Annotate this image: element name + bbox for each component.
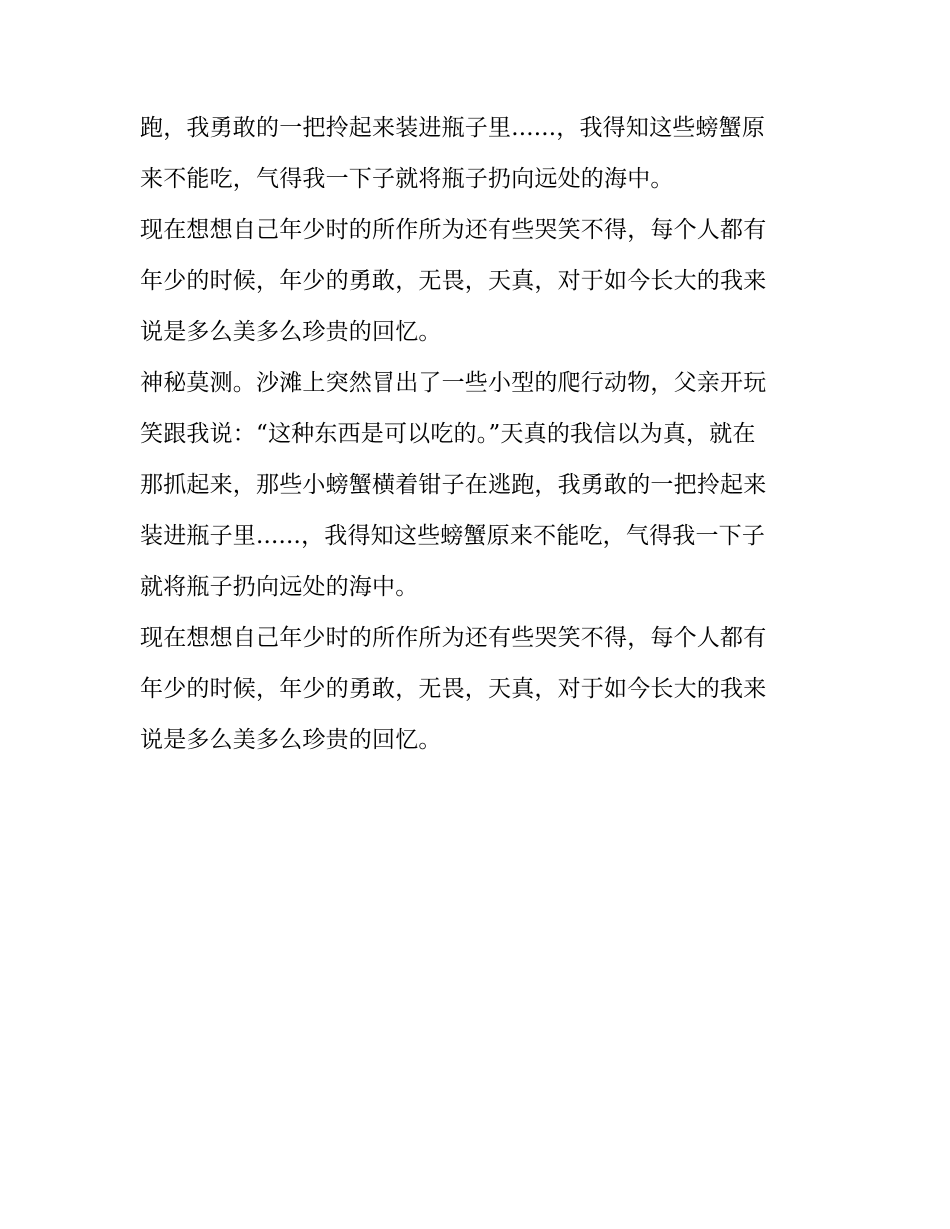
text-line: 跑，我勇敢的一把拎起来装进瓶子里......，我得知这些螃蟹原 bbox=[140, 115, 766, 141]
text-line: 说是多么美多么珍贵的回忆。 bbox=[140, 727, 442, 753]
text-line: 说是多么美多么珍贵的回忆。 bbox=[140, 319, 442, 345]
text-line: 年少的时候，年少的勇敢，无畏，天真，对于如今长大的我来 bbox=[140, 268, 767, 294]
document-body bbox=[140, 103, 812, 766]
text-line: 年少的时候，年少的勇敢，无畏，天真，对于如今长大的我来 bbox=[140, 676, 767, 702]
text-line: 那抓起来，那些小螃蟹横着钳子在逃跑，我勇敢的一把拎起来 bbox=[140, 472, 767, 498]
text-line: 现在想想自己年少时的所作所为还有些哭笑不得，每个人都有 bbox=[140, 217, 767, 243]
text-line: 神秘莫测。沙滩上突然冒出了一些小型的爬行动物，父亲开玩 bbox=[140, 370, 767, 396]
text-line: 现在想想自己年少时的所作所为还有些哭笑不得，每个人都有 bbox=[140, 625, 767, 651]
text-line: 笑跟我说：“这种东西是可以吃的。”天真的我信以为真，就在 bbox=[140, 421, 756, 447]
text-line: 来不能吃，气得我一下子就将瓶子扔向远处的海中。 bbox=[140, 166, 674, 192]
text-line: 就将瓶子扔向远处的海中。 bbox=[140, 574, 419, 600]
text-line: 装进瓶子里......，我得知这些螃蟹原来不能吃，气得我一下子 bbox=[140, 523, 766, 549]
